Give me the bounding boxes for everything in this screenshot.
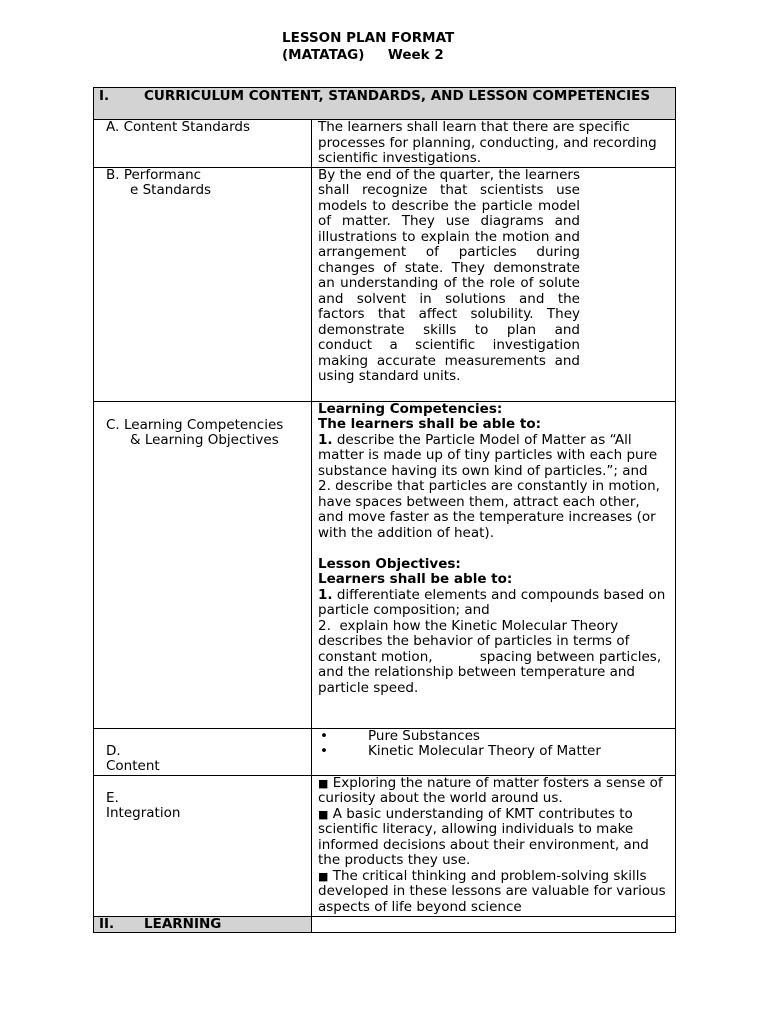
document-title <box>282 30 454 64</box>
content-item-2: • Kinetic Molecular Theory of Matter <box>320 743 601 759</box>
section-2-header <box>94 916 676 932</box>
integration-item-1: ■ Exploring the nature of matter fosters a sense of curiosity about the world around us. <box>318 774 663 806</box>
learning-competencies-cell <box>312 401 676 728</box>
label-learning-competencies: C. Learning Competencies & Learning Objectives <box>94 401 312 728</box>
integration-item-2: ■ A basic understanding of KMT contributes to scientific literacy, allowing individuals to make informed decisions about their environment, and the products they use. <box>318 805 649 868</box>
label-content-standards: A. Content Standards <box>94 120 312 168</box>
row-learning-competencies <box>94 401 676 728</box>
lo-item-2: 2. explain how the Kinetic Molecular Theory describes the behavior of particles in terms of constant motion, spacing between particles, and the relationship between temperature and particle speed. <box>318 617 666 696</box>
lc-item-2: 2. describe that particles are constantly in motion, have spaces between them, attract each other, and move faster as the temperature increases (or with the addition of heat). <box>318 478 660 541</box>
title-line-1: LESSON PLAN FORMAT <box>282 30 455 46</box>
section-2-label: II. LEARNING <box>94 916 312 932</box>
row-content <box>94 728 676 775</box>
square-bullet-icon: ■ <box>318 869 329 883</box>
row-integration <box>94 775 676 916</box>
section-1-title: CURRICULUM CONTENT, STANDARDS, AND LESSON COMPETENCIES <box>144 88 651 104</box>
section-1-number: I. <box>99 88 110 104</box>
section-2-empty-cell <box>312 916 676 932</box>
label-performance-standards: B. Performanc e Standards <box>94 167 312 401</box>
performance-standards-cell <box>312 167 676 401</box>
integration-item-3: ■ The critical thinking and problem-solving skills developed in these lessons are valuable for various aspects of life beyond science <box>318 867 666 915</box>
square-bullet-icon: ■ <box>318 807 329 821</box>
lo-item-1: 1. differentiate elements and compounds based on particle composition; and <box>318 586 666 618</box>
square-bullet-icon: ■ <box>318 776 329 790</box>
performance-standards-text: By the end of the quarter, the learners shall recognize that scientists use models to describe the particle model of matter. They use diagrams and illustrations to explain the motion and arrangement of particles during changes of state. They demonstrate an understanding of the role of solute and solvent in solutions and the factors that affect solubility. They demonstrate skills to plan and conduct a scientific investigation making accurate measurements and using standard units. <box>318 166 580 384</box>
label-integration: E. Integration <box>94 775 312 916</box>
content-item-1: • Pure Substances <box>320 727 480 744</box>
row-performance-standards <box>94 167 676 401</box>
lesson-plan-table <box>93 87 676 933</box>
lc-item-1: 1. describe the Particle Model of Matter as “All matter is made up of tiny particles with each pure substance having its own kind of particles.”; and <box>318 431 658 479</box>
label-content: D. Content <box>94 728 312 775</box>
row-content-standards <box>94 120 676 168</box>
lo-heading: Lesson Objectives: <box>318 555 461 572</box>
lo-subheading: Learners shall be able to: <box>318 571 513 587</box>
section-1-header <box>94 88 676 120</box>
title-line-2: (MATATAG) Week 2 <box>282 47 444 63</box>
lc-heading: Learning Competencies: <box>318 400 503 417</box>
lc-subheading: The learners shall be able to: <box>318 416 542 432</box>
content-standards-text: The learners shall learn that there are specific processes for planning, conducting, and recording scientific investigations. <box>312 120 676 168</box>
integration-cell <box>312 775 676 916</box>
content-cell <box>312 728 676 775</box>
